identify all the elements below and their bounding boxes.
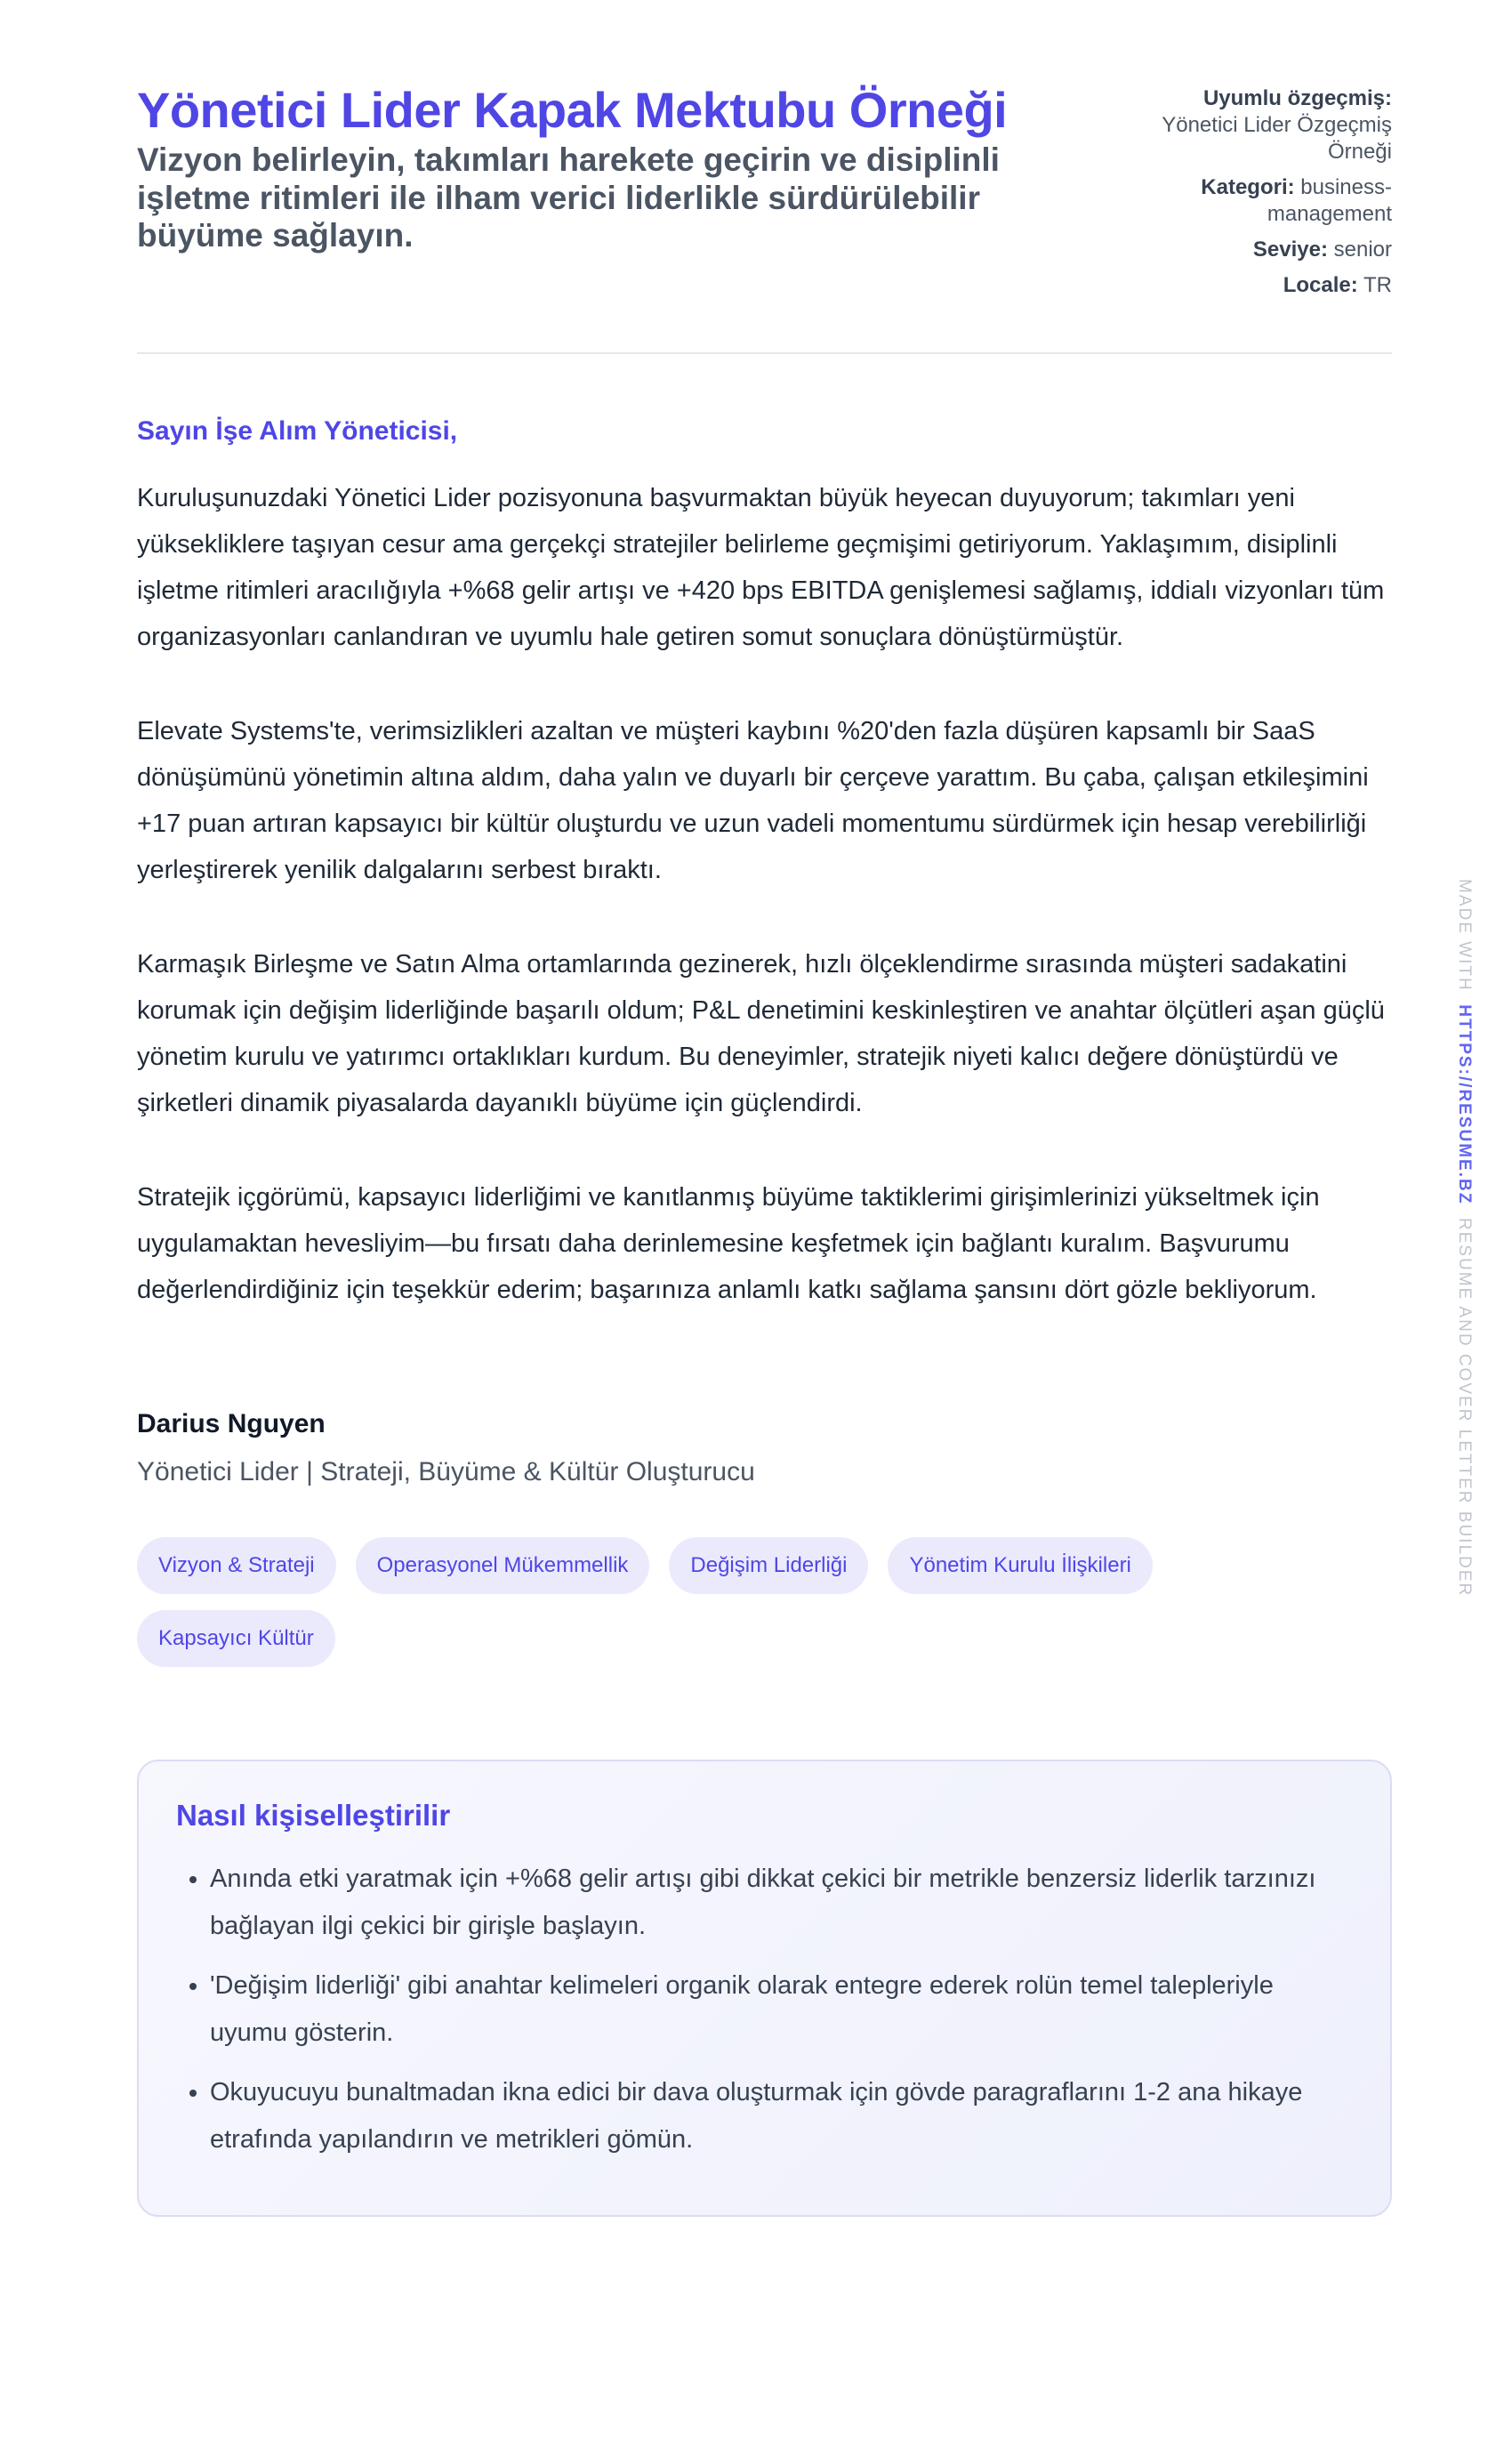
page-title: Yönetici Lider Kapak Mektubu Örneği <box>137 82 1008 138</box>
paragraph: Kuruluşunuzdaki Yönetici Lider pozisyonuna başvurmaktan büyük heyecan duyuyorum; takımları yeni yüksekliklere taşıyan cesur ama gerçekçi stratejiler belirleme geçmişimi getiriyorum. Yaklaşımım, disiplinli işletme ritimleri aracılığıyla +%68 gelir artışı ve +420 bps EBITDA genişlemesi sağlamış, iddialı vizyonları tüm organizasyonları canlandıran ve uyumlu hale getiren somut sonuçlara dönüştürmüştür. <box>137 484 1385 651</box>
meta-resume <box>1125 85 1392 165</box>
title-block <box>137 80 1026 255</box>
cover-letter-page <box>137 80 1392 2217</box>
letter-body <box>137 475 1392 1313</box>
page-header <box>137 80 1392 354</box>
meta-value: senior <box>1333 238 1392 262</box>
watermark-suffix: RESUME AND COVER LETTER BUILDER <box>1455 1217 1474 1598</box>
tag: Vizyon & Strateji <box>137 1537 336 1594</box>
signature-role: Yönetici Lider | Strateji, Büyüme & Kültür Oluşturucu <box>137 1457 755 1486</box>
tag: Yönetim Kurulu İlişkileri <box>888 1537 1152 1594</box>
meta-label: Uyumlu özgeçmiş: <box>1202 86 1392 110</box>
greeting: Sayın İşe Alım Yöneticisi, <box>137 416 458 446</box>
paragraph: Karmaşık Birleşme ve Satın Alma ortamlarında gezinerek, hızlı ölçeklendirme sırasında müşteri sadakatini korumak için değişim liderliğinde başarılı oldum; P&L denetimini keskinleştiren ve anahtar ölçütleri aşan güçlü yönetim kurulu ve yatırımcı ortaklıkları kurdum. Bu deneyimler, stratejik niyeti kalıcı değere dönüştürdü ve şirketleri dinamik piyasalarda dayanıklı büyüme için güçlendirdi. <box>137 950 1385 1117</box>
customization-tips <box>137 1760 1392 2217</box>
watermark-link[interactable]: HTTPS://RESUME.BZ <box>1455 1004 1474 1205</box>
meta-label: Seviye: <box>1252 238 1328 262</box>
meta-label: Kategori: <box>1201 175 1295 199</box>
tag: Kapsayıcı Kültür <box>137 1610 335 1667</box>
meta-value: business-management <box>1267 175 1392 226</box>
tips-title: Nasıl kişiselleştirilir <box>176 1799 451 1832</box>
meta-value: TR <box>1363 273 1392 297</box>
tag: Operasyonel Mükemmellik <box>356 1537 650 1594</box>
watermark-prefix: MADE WITH <box>1455 879 1474 992</box>
paragraph: Stratejik içgörümü, kapsayıcı liderliğimi ve kanıtlanmış büyüme taktiklerimi girişimlerinizi yükseltmek için uygulamaktan hevesliyim—bu fırsatı daha derinlemesine keşfetmek için bağlantı kuralım. Başvurumu değerlendirdiğiniz için teşekkür ederim; başarınıza anlamlı katkı sağlama şansını dört gözle bekliyorum. <box>137 1183 1320 1304</box>
tip-item: • 'Değişim liderliği' gibi anahtar kelimeleri organik olarak entegre ederek rolün temel talepleriyle uyumu gösterin. <box>210 1962 1355 2057</box>
tag: Değişim Liderliği <box>669 1537 868 1594</box>
meta-category <box>1125 174 1392 228</box>
page-subtitle: Vizyon belirleyin, takımları harekete geçirin ve disiplinli işletme ritimleri ile ilham verici liderlikle sürdürülebilir büyüme sağlayın. <box>137 141 1000 254</box>
signature-name: Darius Nguyen <box>137 1409 326 1438</box>
paragraph: Elevate Systems'te, verimsizlikleri azaltan ve müşteri kaybını %20'den fazla düşüren kapsamlı bir SaaS dönüşümünü yönetimin altına aldım, daha yalın ve duyarlı bir çerçeve yarattım. Bu çaba, çalışan etkileşimini +17 puan artıran kapsayıcı bir kültür oluşturdu ve uzun vadeli momentumu sürdürmek için hesap verebilirliği yerleştirerek yenilik dalgalarını serbest bıraktı. <box>137 717 1369 884</box>
tip-item: • Anında etki yaratmak için +%68 gelir artışı gibi dikkat çekici bir metrikle benzersiz liderlik tarzınızı bağlayan ilgi çekici bir girişle başlayın. <box>210 1856 1355 1950</box>
meta-level <box>1125 237 1392 263</box>
tip-item: • Okuyucuyu bunaltmadan ikna edici bir dava oluşturmak için gövde paragraflarını 1-2 ana hikaye etrafında yapılandırın ve metrikleri gömün. <box>210 2069 1355 2163</box>
watermark <box>1454 879 1474 1597</box>
skill-tags <box>137 1537 1293 1667</box>
meta-locale <box>1125 272 1392 299</box>
meta-info <box>1125 85 1392 308</box>
meta-value: Yönetici Lider Özgeçmiş Örneği <box>1162 113 1392 164</box>
tips-list <box>176 1856 1355 2163</box>
meta-label: Locale: <box>1283 273 1358 297</box>
